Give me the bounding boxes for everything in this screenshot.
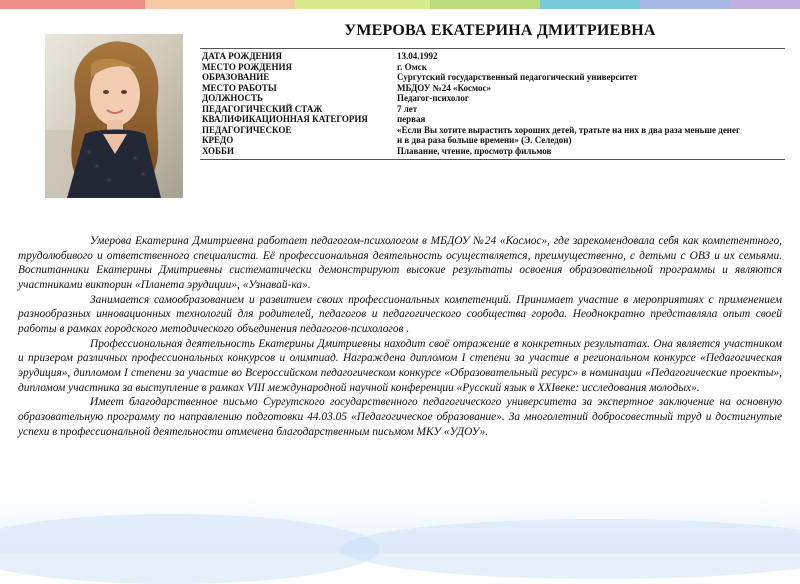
info-row-credo-1 <box>200 125 785 136</box>
info-label: ДАТА РОЖДЕНИЯ <box>202 51 283 61</box>
top-color-bar <box>0 0 800 9</box>
bio-paragraph: Занимается самообразованием и развитием своих профессиональных компетенций. Принимает участие в мероприятиях с применением разнообразных инновационных технологий для родителей, педагогов и педагогического сообщества города. Неоднократно представляла опыт своей работы в рамках городского методического объединения педагогов-психологов . <box>18 293 782 335</box>
bio-paragraph: Умерова Екатерина Дмитриевна работает педагогом-психологом в МБДОУ №24 «Космос», где зарекомендовала себя как компетентного, трудолюбивого и ответственного специалиста. Её профессиональная деятельность осуществляется, преимущественно, с детьми с ОВЗ и их семьями. Воспитанники Екатерины Дмитриевны систематически демонстрируют высокие результаты освоения образовательной программы и являются участниками викторин «Планета эрудиции», «Узнавай-ка». <box>18 235 782 291</box>
portrait-illustration <box>45 34 183 198</box>
info-row-hobby <box>200 146 785 157</box>
info-row-position <box>200 93 785 104</box>
info-label: ХОББИ <box>202 145 234 156</box>
info-value: первая <box>397 114 426 124</box>
info-row-birth-date <box>200 51 785 62</box>
info-label: КРЕДО <box>202 135 234 145</box>
info-row-experience <box>200 104 785 115</box>
info-row-workplace <box>200 83 785 94</box>
info-row-category <box>200 114 785 125</box>
bio-paragraph: Имеет благодарственное письмо Сургутского государственного педагогического университета за экспертное заключение на основную образовательную программу по направлению подготовки 44.03.05 «Педагогическое образование». За многолетний добросовестный труд и достигнутые успехи в профессиональной деятельности отмечена благодарственным письмом МКУ «УДОУ». <box>18 396 782 438</box>
info-value: и в два раза больше времени» (Э. Селедон) <box>397 135 572 145</box>
info-row-education <box>200 72 785 83</box>
portrait-photo <box>45 34 183 198</box>
info-label: ОБРАЗОВАНИЕ <box>202 72 270 82</box>
bio-paragraph: Профессиональная деятельность Екатерины Дмитриевны находит своё отражение в конкретных результатах. Она является участником и призером различных профессиональных конкурсов и олимпиад. Награждена дипломом I степени за участие в региональном конкурсе «Педагогическая эрудиция», дипломом I степени за участие во Всероссийском педагогическом конкурсе «Образовательный ресурс» в номинации «Педагогические проекты», дипломом участника за выступление в рамках VIII международной научной конференции «Русский язык в XXIвеке: исследования молодых». <box>18 337 782 394</box>
top-stripe <box>145 0 295 9</box>
bottom-decoration <box>0 484 800 554</box>
info-value: Плавание, чтение, просмотр фильмов <box>397 145 552 156</box>
decor-wave <box>0 514 380 584</box>
person-name: УМЕРОВА ЕКАТЕРИНА ДМИТРИЕВНА <box>344 22 656 39</box>
info-value: 7 лет <box>397 103 418 114</box>
info-label: ДОЛЖНОСТЬ <box>202 93 263 103</box>
info-row-birth-place <box>200 62 785 73</box>
info-value: «Если Вы хотите вырастить хороших детей, тратьте на них в два раза меньше денег <box>397 124 741 135</box>
info-label: ПЕДАГОГИЧЕСКИЙ СТАЖ <box>202 103 323 114</box>
top-stripe <box>540 0 640 9</box>
info-value: МБДОУ №24 «Космос» <box>397 82 492 93</box>
top-stripe <box>640 0 730 9</box>
decor-wave <box>340 519 800 579</box>
info-value: г. Омск <box>397 61 427 72</box>
top-stripe <box>295 0 430 9</box>
info-value: 13.04.1992 <box>397 51 438 61</box>
info-label: МЕСТО РОЖДЕНИЯ <box>202 61 292 72</box>
top-stripe <box>730 0 800 9</box>
info-row-credo-2 <box>200 135 785 146</box>
info-label: ПЕДАГОГИЧЕСКОЕ <box>202 124 292 135</box>
info-value: Сургутский государственный педагогический университет <box>397 72 638 82</box>
top-stripe <box>0 0 145 9</box>
personal-info-table <box>200 48 785 160</box>
info-value: Педагог-психолог <box>397 93 469 103</box>
info-label: КВАЛИФИКАЦИОННАЯ КАТЕГОРИЯ <box>202 114 368 124</box>
top-stripe <box>430 0 540 9</box>
info-label: МЕСТО РАБОТЫ <box>202 82 277 93</box>
biography-text <box>18 234 782 439</box>
